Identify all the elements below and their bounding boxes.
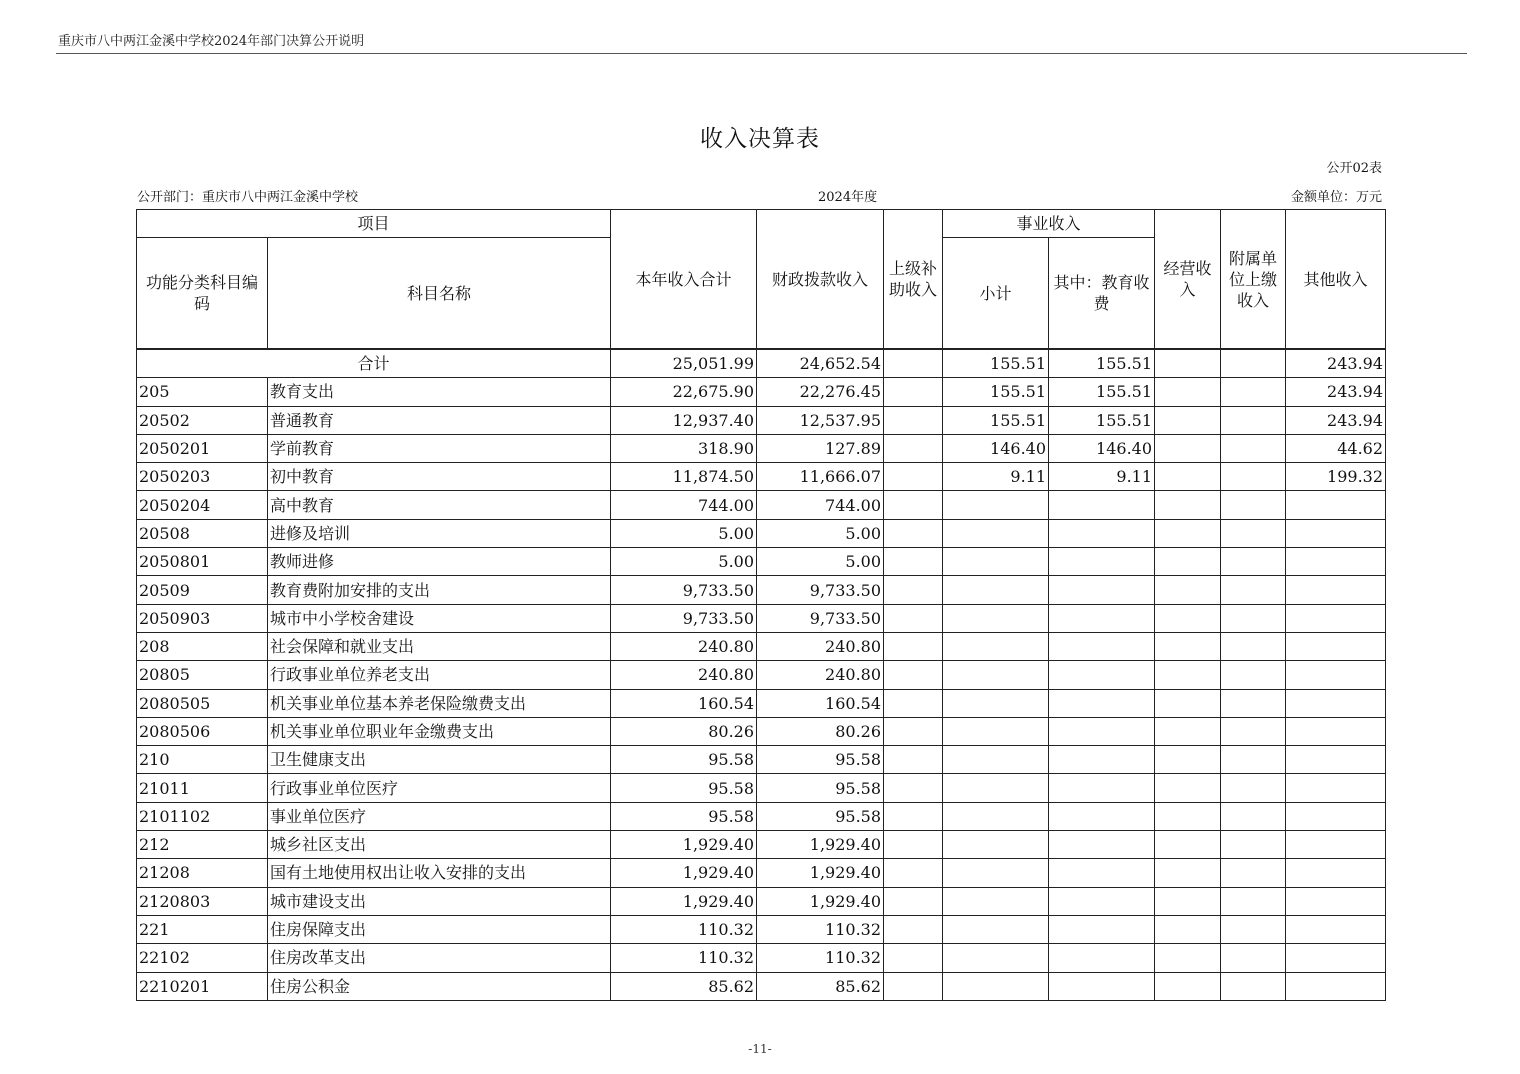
edu-fee-cell: 155.51 (1049, 378, 1155, 406)
code-cell: 20509 (137, 576, 268, 604)
header-business: 事业收入 (943, 210, 1155, 238)
affiliate-cell (1221, 972, 1286, 1000)
edu-fee-cell (1049, 604, 1155, 632)
edu-fee-cell (1049, 717, 1155, 745)
subtotal-cell (943, 491, 1049, 519)
affiliate-cell (1221, 463, 1286, 491)
affiliate-cell (1221, 831, 1286, 859)
subtotal-cell (943, 519, 1049, 547)
edu-fee-cell (1049, 576, 1155, 604)
header-other: 其他收入 (1286, 210, 1386, 350)
edu-fee-cell (1049, 915, 1155, 943)
other-cell (1286, 944, 1386, 972)
affiliate-cell (1221, 378, 1286, 406)
operating-cell (1155, 519, 1221, 547)
other-cell: 199.32 (1286, 463, 1386, 491)
affiliate-cell (1221, 434, 1286, 462)
table-row (137, 491, 1386, 519)
affiliate-cell (1221, 491, 1286, 519)
operating-cell (1155, 604, 1221, 632)
table-row (137, 463, 1386, 491)
edu-fee-cell (1049, 661, 1155, 689)
name-cell: 机关事业单位职业年金缴费支出 (268, 717, 611, 745)
total-cell: 318.90 (611, 434, 757, 462)
superior-cell (884, 972, 943, 1000)
table-row (137, 887, 1386, 915)
superior-cell (884, 463, 943, 491)
edu-fee-cell (1049, 689, 1155, 717)
edu-fee-cell (1049, 831, 1155, 859)
total-cell: 5.00 (611, 519, 757, 547)
table-row (137, 378, 1386, 406)
code-cell: 20508 (137, 519, 268, 547)
superior-cell (884, 519, 943, 547)
operating-cell (1155, 689, 1221, 717)
total-cell: 95.58 (611, 774, 757, 802)
fiscal-cell: 22,276.45 (757, 378, 884, 406)
table-row (137, 406, 1386, 434)
fiscal-cell: 95.58 (757, 774, 884, 802)
table-row (137, 576, 1386, 604)
table-row (137, 859, 1386, 887)
operating-cell (1155, 972, 1221, 1000)
superior-cell (884, 774, 943, 802)
edu-fee-cell (1049, 944, 1155, 972)
total-cell: 25,051.99 (611, 349, 757, 378)
other-cell (1286, 859, 1386, 887)
subtotal-cell (943, 632, 1049, 660)
subtotal-cell (943, 576, 1049, 604)
operating-cell (1155, 859, 1221, 887)
other-cell (1286, 887, 1386, 915)
code-cell: 21011 (137, 774, 268, 802)
other-cell (1286, 576, 1386, 604)
fiscal-cell: 1,929.40 (757, 887, 884, 915)
fiscal-cell: 744.00 (757, 491, 884, 519)
affiliate-cell (1221, 944, 1286, 972)
affiliate-cell (1221, 859, 1286, 887)
operating-cell (1155, 774, 1221, 802)
running-header: 重庆市八中两江金溪中学校2024年部门决算公开说明 (58, 34, 365, 49)
superior-cell (884, 632, 943, 660)
other-cell (1286, 632, 1386, 660)
fiscal-cell: 95.58 (757, 802, 884, 830)
other-cell (1286, 491, 1386, 519)
total-cell: 1,929.40 (611, 859, 757, 887)
subtotal-cell (943, 717, 1049, 745)
operating-cell (1155, 831, 1221, 859)
name-cell: 初中教育 (268, 463, 611, 491)
header-superior: 上级补助收入 (884, 210, 943, 350)
table-row (137, 915, 1386, 943)
total-cell: 5.00 (611, 548, 757, 576)
table-row (137, 717, 1386, 745)
other-cell (1286, 661, 1386, 689)
superior-cell (884, 746, 943, 774)
superior-cell (884, 944, 943, 972)
name-cell: 城市建设支出 (268, 887, 611, 915)
name-cell: 教育费附加安排的支出 (268, 576, 611, 604)
superior-cell (884, 859, 943, 887)
header-name: 科目名称 (268, 238, 611, 350)
unit-label: 金额单位：万元 (1290, 190, 1382, 205)
fiscal-cell: 160.54 (757, 689, 884, 717)
table-row (137, 831, 1386, 859)
edu-fee-cell: 146.40 (1049, 434, 1155, 462)
subtotal-cell (943, 915, 1049, 943)
other-cell (1286, 831, 1386, 859)
operating-cell (1155, 661, 1221, 689)
subtotal-cell (943, 887, 1049, 915)
name-cell: 机关事业单位基本养老保险缴费支出 (268, 689, 611, 717)
subtotal-cell (943, 944, 1049, 972)
table-row (137, 802, 1386, 830)
operating-cell (1155, 802, 1221, 830)
operating-cell (1155, 548, 1221, 576)
total-cell: 1,929.40 (611, 831, 757, 859)
code-cell: 2101102 (137, 802, 268, 830)
affiliate-cell (1221, 632, 1286, 660)
code-cell: 2080506 (137, 717, 268, 745)
name-cell: 卫生健康支出 (268, 746, 611, 774)
other-cell (1286, 746, 1386, 774)
header-affiliate: 附属单位上缴收入 (1221, 210, 1286, 350)
total-cell: 95.58 (611, 746, 757, 774)
other-cell (1286, 689, 1386, 717)
name-cell: 教师进修 (268, 548, 611, 576)
fiscal-cell: 24,652.54 (757, 349, 884, 378)
table-row (137, 548, 1386, 576)
header-total: 本年收入合计 (611, 210, 757, 350)
code-cell: 21208 (137, 859, 268, 887)
table-row (137, 746, 1386, 774)
document-title: 收入决算表 (700, 126, 820, 152)
superior-cell (884, 831, 943, 859)
header-subtotal: 小计 (943, 238, 1049, 350)
edu-fee-cell (1049, 548, 1155, 576)
name-cell: 普通教育 (268, 406, 611, 434)
fiscal-cell: 11,666.07 (757, 463, 884, 491)
department-label: 公开部门：重庆市八中两江金溪中学校 (137, 190, 359, 205)
edu-fee-cell (1049, 746, 1155, 774)
subtotal-cell: 146.40 (943, 434, 1049, 462)
operating-cell (1155, 434, 1221, 462)
operating-cell (1155, 915, 1221, 943)
affiliate-cell (1221, 661, 1286, 689)
subtotal-cell: 155.51 (943, 349, 1049, 378)
code-cell: 2050203 (137, 463, 268, 491)
table-row (137, 434, 1386, 462)
subtotal-cell (943, 774, 1049, 802)
code-cell: 2120803 (137, 887, 268, 915)
edu-fee-cell (1049, 774, 1155, 802)
operating-cell (1155, 576, 1221, 604)
total-label: 合计 (137, 349, 611, 378)
code-cell: 20502 (137, 406, 268, 434)
fiscal-cell: 240.80 (757, 661, 884, 689)
other-cell (1286, 548, 1386, 576)
fiscal-cell: 5.00 (757, 519, 884, 547)
subtotal-cell (943, 689, 1049, 717)
other-cell: 44.62 (1286, 434, 1386, 462)
subtotal-cell (943, 802, 1049, 830)
affiliate-cell (1221, 576, 1286, 604)
affiliate-cell (1221, 548, 1286, 576)
code-cell: 2050801 (137, 548, 268, 576)
total-cell: 11,874.50 (611, 463, 757, 491)
fiscal-cell: 110.32 (757, 944, 884, 972)
header-edu-fee: 其中：教育收费 (1049, 238, 1155, 350)
superior-cell (884, 717, 943, 745)
header-rule (56, 53, 1467, 54)
other-cell: 243.94 (1286, 378, 1386, 406)
total-row (137, 349, 1386, 378)
other-cell (1286, 972, 1386, 1000)
total-cell: 80.26 (611, 717, 757, 745)
other-cell (1286, 915, 1386, 943)
name-cell: 社会保障和就业支出 (268, 632, 611, 660)
edu-fee-cell (1049, 491, 1155, 519)
total-cell: 9,733.50 (611, 604, 757, 632)
edu-fee-cell (1049, 859, 1155, 887)
table-row (137, 604, 1386, 632)
fiscal-cell: 240.80 (757, 632, 884, 660)
other-cell: 243.94 (1286, 406, 1386, 434)
total-cell: 22,675.90 (611, 378, 757, 406)
other-cell (1286, 717, 1386, 745)
operating-cell (1155, 944, 1221, 972)
total-cell: 110.32 (611, 915, 757, 943)
superior-cell (884, 491, 943, 519)
superior-cell (884, 548, 943, 576)
other-cell (1286, 774, 1386, 802)
header-project: 项目 (137, 210, 611, 238)
table-row (137, 944, 1386, 972)
total-cell: 12,937.40 (611, 406, 757, 434)
operating-cell (1155, 746, 1221, 774)
name-cell: 行政事业单位养老支出 (268, 661, 611, 689)
code-cell: 2210201 (137, 972, 268, 1000)
table-id: 公开02表 (1326, 161, 1382, 176)
fiscal-cell: 9,733.50 (757, 604, 884, 632)
name-cell: 城市中小学校舍建设 (268, 604, 611, 632)
superior-cell (884, 915, 943, 943)
fiscal-cell: 127.89 (757, 434, 884, 462)
other-cell (1286, 802, 1386, 830)
affiliate-cell (1221, 915, 1286, 943)
operating-cell (1155, 349, 1221, 378)
subtotal-cell (943, 972, 1049, 1000)
edu-fee-cell: 155.51 (1049, 406, 1155, 434)
total-cell: 85.62 (611, 972, 757, 1000)
affiliate-cell (1221, 349, 1286, 378)
table-row (137, 632, 1386, 660)
code-cell: 210 (137, 746, 268, 774)
code-cell: 205 (137, 378, 268, 406)
subtotal-cell (943, 859, 1049, 887)
subtotal-cell: 155.51 (943, 378, 1049, 406)
superior-cell (884, 406, 943, 434)
total-cell: 744.00 (611, 491, 757, 519)
name-cell: 进修及培训 (268, 519, 611, 547)
other-cell: 243.94 (1286, 349, 1386, 378)
total-cell: 9,733.50 (611, 576, 757, 604)
subtotal-cell (943, 548, 1049, 576)
name-cell: 学前教育 (268, 434, 611, 462)
code-cell: 22102 (137, 944, 268, 972)
code-cell: 2050903 (137, 604, 268, 632)
operating-cell (1155, 406, 1221, 434)
affiliate-cell (1221, 717, 1286, 745)
name-cell: 国有土地使用权出让收入安排的支出 (268, 859, 611, 887)
header-fiscal: 财政拨款收入 (757, 210, 884, 350)
edu-fee-cell (1049, 972, 1155, 1000)
total-cell: 1,929.40 (611, 887, 757, 915)
superior-cell (884, 576, 943, 604)
code-cell: 2050201 (137, 434, 268, 462)
header-operating: 经营收入 (1155, 210, 1221, 350)
name-cell: 住房改革支出 (268, 944, 611, 972)
edu-fee-cell: 155.51 (1049, 349, 1155, 378)
edu-fee-cell (1049, 519, 1155, 547)
total-cell: 160.54 (611, 689, 757, 717)
fiscal-cell: 1,929.40 (757, 831, 884, 859)
header-code: 功能分类科目编码 (137, 238, 268, 350)
affiliate-cell (1221, 746, 1286, 774)
fiscal-cell: 1,929.40 (757, 859, 884, 887)
operating-cell (1155, 887, 1221, 915)
table-row (137, 774, 1386, 802)
page-number: -11- (748, 1042, 772, 1056)
subtotal-cell: 155.51 (943, 406, 1049, 434)
name-cell: 高中教育 (268, 491, 611, 519)
affiliate-cell (1221, 604, 1286, 632)
fiscal-cell: 80.26 (757, 717, 884, 745)
operating-cell (1155, 717, 1221, 745)
name-cell: 事业单位医疗 (268, 802, 611, 830)
superior-cell (884, 887, 943, 915)
fiscal-cell: 9,733.50 (757, 576, 884, 604)
code-cell: 221 (137, 915, 268, 943)
operating-cell (1155, 463, 1221, 491)
superior-cell (884, 378, 943, 406)
name-cell: 住房公积金 (268, 972, 611, 1000)
fiscal-cell: 110.32 (757, 915, 884, 943)
edu-fee-cell: 9.11 (1049, 463, 1155, 491)
total-cell: 110.32 (611, 944, 757, 972)
name-cell: 行政事业单位医疗 (268, 774, 611, 802)
superior-cell (884, 434, 943, 462)
table-row (137, 519, 1386, 547)
superior-cell (884, 349, 943, 378)
total-cell: 240.80 (611, 632, 757, 660)
fiscal-cell: 12,537.95 (757, 406, 884, 434)
affiliate-cell (1221, 774, 1286, 802)
superior-cell (884, 604, 943, 632)
subtotal-cell (943, 831, 1049, 859)
subtotal-cell (943, 661, 1049, 689)
other-cell (1286, 604, 1386, 632)
affiliate-cell (1221, 802, 1286, 830)
income-table (136, 209, 1386, 1001)
table-row (137, 661, 1386, 689)
affiliate-cell (1221, 887, 1286, 915)
table-row (137, 689, 1386, 717)
superior-cell (884, 661, 943, 689)
code-cell: 212 (137, 831, 268, 859)
total-cell: 240.80 (611, 661, 757, 689)
subtotal-cell: 9.11 (943, 463, 1049, 491)
affiliate-cell (1221, 406, 1286, 434)
name-cell: 教育支出 (268, 378, 611, 406)
name-cell: 城乡社区支出 (268, 831, 611, 859)
edu-fee-cell (1049, 632, 1155, 660)
other-cell (1286, 519, 1386, 547)
subtotal-cell (943, 604, 1049, 632)
operating-cell (1155, 632, 1221, 660)
edu-fee-cell (1049, 802, 1155, 830)
operating-cell (1155, 378, 1221, 406)
edu-fee-cell (1049, 887, 1155, 915)
name-cell: 住房保障支出 (268, 915, 611, 943)
affiliate-cell (1221, 689, 1286, 717)
code-cell: 208 (137, 632, 268, 660)
table-row (137, 972, 1386, 1000)
operating-cell (1155, 491, 1221, 519)
affiliate-cell (1221, 519, 1286, 547)
superior-cell (884, 689, 943, 717)
superior-cell (884, 802, 943, 830)
fiscal-cell: 95.58 (757, 746, 884, 774)
subtotal-cell (943, 746, 1049, 774)
fiscal-cell: 5.00 (757, 548, 884, 576)
code-cell: 2080505 (137, 689, 268, 717)
code-cell: 2050204 (137, 491, 268, 519)
code-cell: 20805 (137, 661, 268, 689)
total-cell: 95.58 (611, 802, 757, 830)
fiscal-cell: 85.62 (757, 972, 884, 1000)
year-label: 2024年度 (818, 190, 878, 205)
